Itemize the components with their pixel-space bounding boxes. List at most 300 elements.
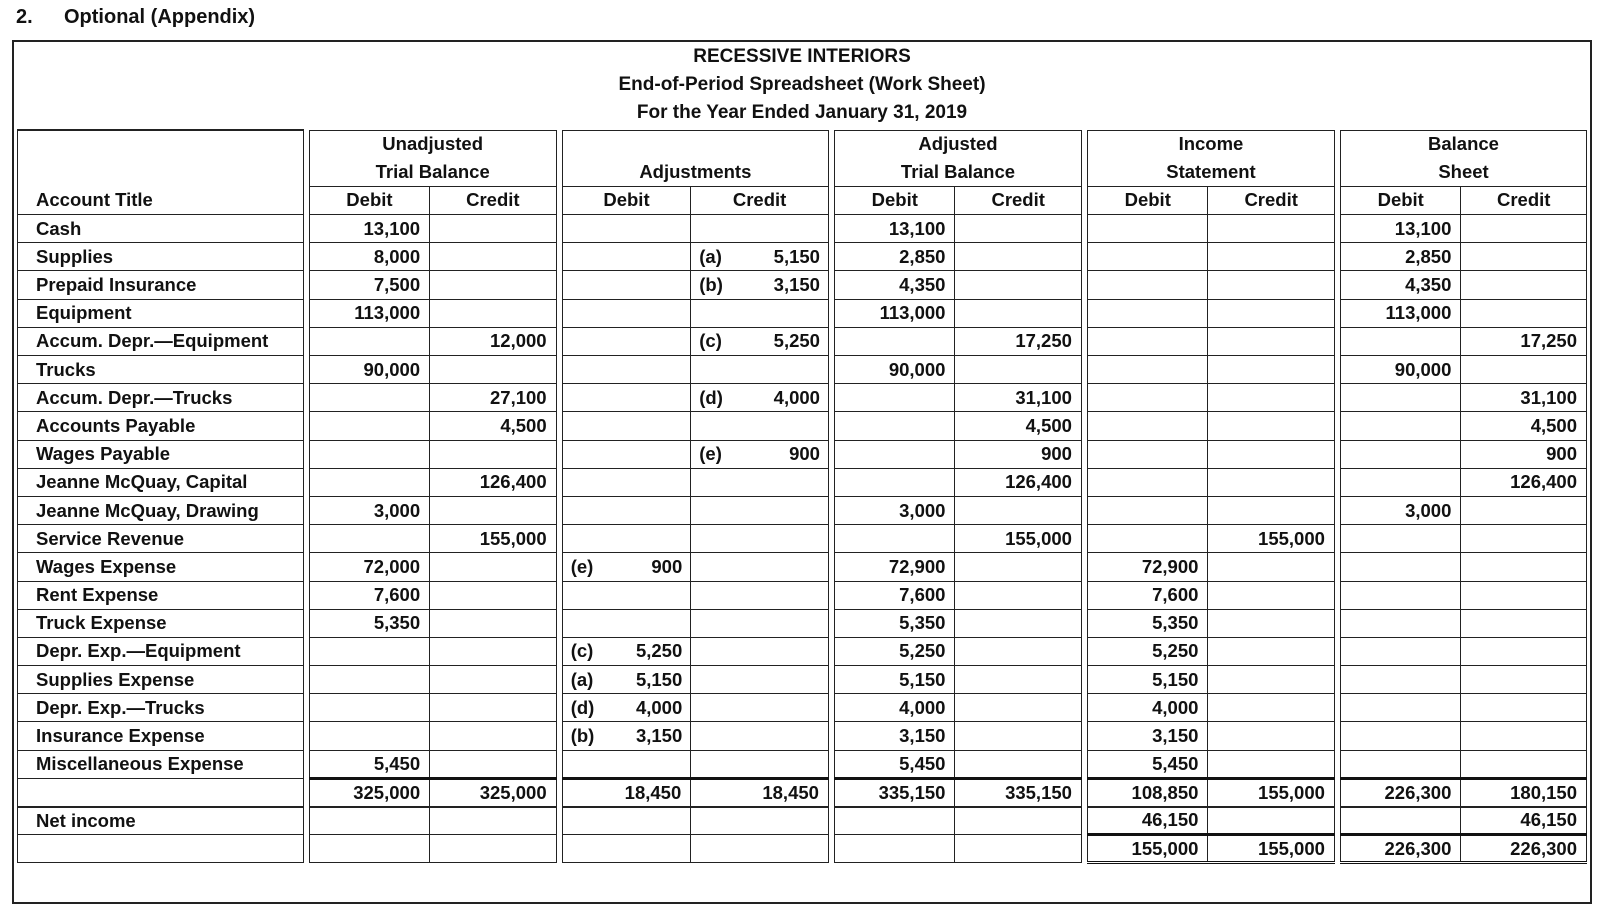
account-title: Accounts Payable [18,412,304,440]
worksheet [12,40,1592,904]
atb-debit [835,440,955,468]
empty-cell [835,807,955,835]
table-row [18,496,1587,524]
atb-debit: 5,150 [835,666,955,694]
account-title: Depr. Exp.—Trucks [18,694,304,722]
col-income-1: Income [1088,130,1335,158]
adj-credit [691,496,829,524]
total-bs-dr: 226,300 [1341,778,1461,806]
atb-debit: 5,450 [835,750,955,778]
tb-debit: 90,000 [309,356,429,384]
atb-credit [955,694,1082,722]
is-debit: 5,150 [1088,666,1208,694]
is-credit [1208,496,1334,524]
is-debit: 5,350 [1088,609,1208,637]
empty-cell [955,835,1082,863]
bs-credit: 126,400 [1461,468,1587,496]
is-debit [1088,384,1208,412]
tb-debit [309,468,429,496]
header-row-1 [18,130,1587,158]
adj-debit [562,440,691,468]
col-debit: Debit [562,186,691,214]
adj-debit [562,356,691,384]
col-income-2: Statement [1088,158,1335,186]
tb-debit: 113,000 [309,299,429,327]
empty-cell [309,807,429,835]
adj-debit [562,299,691,327]
adjustment-amount: 5,150 [773,245,820,267]
is-credit [1208,327,1334,355]
adj-debit [562,468,691,496]
adjustment-key: (e) [699,443,722,465]
section-number: 2. [16,6,33,28]
table-row [18,243,1587,271]
tb-credit [430,637,557,665]
tb-credit [430,356,557,384]
adjustment-key: (d) [699,386,723,408]
tb-credit: 4,500 [430,412,557,440]
tb-debit [309,666,429,694]
is-debit [1088,468,1208,496]
tb-credit [430,694,557,722]
atb-credit: 126,400 [955,468,1082,496]
bs-credit: 31,100 [1461,384,1587,412]
col-credit: Credit [1461,186,1587,214]
col-credit: Credit [955,186,1082,214]
table-row [18,722,1587,750]
is-credit [1208,440,1334,468]
adjustment-amount: 900 [789,443,820,465]
bs-debit [1341,609,1461,637]
table-row [18,356,1587,384]
tb-credit [430,440,557,468]
tb-credit [430,722,557,750]
adj-debit [562,553,691,581]
atb-credit [955,243,1082,271]
adj-credit [691,666,829,694]
adj-credit [691,412,829,440]
adj-credit [691,440,829,468]
atb-credit [955,722,1082,750]
table-row [18,525,1587,553]
final-bs-debit: 226,300 [1341,835,1461,863]
tb-debit: 3,000 [309,496,429,524]
account-title: Service Revenue [18,525,304,553]
tb-debit: 8,000 [309,243,429,271]
final-totals-row [18,835,1587,863]
tb-debit: 7,500 [309,271,429,299]
total-is-cr: 155,000 [1208,778,1334,806]
tb-debit: 7,600 [309,581,429,609]
atb-debit: 4,000 [835,694,955,722]
col-adjustments: Adjustments [562,158,828,186]
bs-debit [1341,525,1461,553]
atb-credit [955,750,1082,778]
adj-debit [562,412,691,440]
bs-credit [1461,496,1587,524]
atb-credit [955,637,1082,665]
total-tb-dr: 325,000 [309,778,429,806]
total-adj-cr: 18,450 [691,778,829,806]
atb-credit [955,666,1082,694]
worksheet-table [17,129,1587,864]
bs-debit [1341,553,1461,581]
is-debit: 5,450 [1088,750,1208,778]
is-credit [1208,243,1334,271]
adj-credit [691,271,829,299]
is-debit [1088,215,1208,243]
adj-credit [691,243,829,271]
adjustment-key: (b) [699,274,723,296]
tb-debit [309,694,429,722]
account-title: Miscellaneous Expense [18,750,304,778]
tb-debit [309,722,429,750]
adjustment-amount: 4,000 [635,696,683,718]
col-debit: Debit [835,186,955,214]
adj-credit [691,215,829,243]
tb-credit [430,215,557,243]
adj-credit [691,327,829,355]
bs-credit: 900 [1461,440,1587,468]
tb-debit [309,525,429,553]
atb-debit: 2,850 [835,243,955,271]
tb-credit [430,581,557,609]
bs-debit [1341,722,1461,750]
adjustment-amount: 4,000 [773,386,820,408]
atb-credit: 155,000 [955,525,1082,553]
atb-debit [835,384,955,412]
is-credit [1208,468,1334,496]
adjustment-amount: 5,250 [635,640,683,662]
total-atb-dr: 335,150 [835,778,955,806]
bs-debit: 4,350 [1341,271,1461,299]
tb-debit: 72,000 [309,553,429,581]
final-is-credit: 155,000 [1208,835,1334,863]
empty-cell [1341,807,1461,835]
adj-debit [562,637,691,665]
tb-credit [430,496,557,524]
section-title: Optional (Appendix) [64,6,256,28]
is-debit [1088,412,1208,440]
adjustment-key: (c) [699,330,722,352]
header-row-2 [18,158,1587,186]
table-row [18,468,1587,496]
atb-debit: 13,100 [835,215,955,243]
is-credit [1208,299,1334,327]
col-credit: Credit [691,186,829,214]
atb-debit [835,412,955,440]
adj-credit [691,581,829,609]
total-atb-cr: 335,150 [955,778,1082,806]
tb-debit: 13,100 [309,215,429,243]
account-title: Wages Payable [18,440,304,468]
account-title: Jeanne McQuay, Drawing [18,496,304,524]
atb-credit [955,271,1082,299]
tb-credit [430,609,557,637]
bs-credit [1461,609,1587,637]
account-title: Trucks [18,356,304,384]
account-title: Depr. Exp.—Equipment [18,637,304,665]
is-debit: 3,150 [1088,722,1208,750]
col-debit: Debit [309,186,429,214]
is-credit [1208,750,1334,778]
net-income-is-debit: 46,150 [1088,807,1208,835]
bs-credit: 17,250 [1461,327,1587,355]
atb-debit: 5,250 [835,637,955,665]
section-heading [16,6,255,29]
tb-credit [430,553,557,581]
tb-credit [430,271,557,299]
adj-debit [562,243,691,271]
adjustment-amount: 900 [651,555,683,577]
bs-debit [1341,327,1461,355]
bs-debit [1341,750,1461,778]
adjustment-key: (d) [570,696,595,718]
adj-debit [562,384,691,412]
bs-credit [1461,271,1587,299]
tb-credit [430,243,557,271]
adjustment-key: (a) [699,245,722,267]
atb-credit: 4,500 [955,412,1082,440]
table-row [18,750,1587,778]
table-row [18,215,1587,243]
totals-row [18,778,1587,806]
atb-credit [955,496,1082,524]
is-credit [1208,581,1334,609]
is-debit [1088,525,1208,553]
account-title: Wages Expense [18,553,304,581]
atb-debit: 5,350 [835,609,955,637]
is-debit [1088,496,1208,524]
bs-credit [1461,525,1587,553]
adj-credit [691,637,829,665]
total-bs-cr: 180,150 [1461,778,1587,806]
is-credit: 155,000 [1208,525,1334,553]
adj-credit [691,356,829,384]
bs-debit: 90,000 [1341,356,1461,384]
atb-debit [835,525,955,553]
atb-debit: 72,900 [835,553,955,581]
atb-debit [835,327,955,355]
account-title: Prepaid Insurance [18,271,304,299]
net-income-row [18,807,1587,835]
col-balance-2: Sheet [1341,158,1587,186]
col-credit: Credit [430,186,557,214]
is-debit [1088,299,1208,327]
account-title: Accum. Depr.—Equipment [18,327,304,355]
empty-cell [1208,807,1334,835]
empty-cell [309,835,429,863]
col-balance-1: Balance [1341,130,1587,158]
is-credit [1208,609,1334,637]
adjustment-amount: 5,250 [773,330,820,352]
col-adjusted-2: Trial Balance [835,158,1082,186]
atb-debit [835,468,955,496]
table-row [18,412,1587,440]
adjustment-key: (e) [570,555,594,577]
adj-credit [691,468,829,496]
adjustment-key: (c) [570,640,594,662]
table-row [18,384,1587,412]
is-debit [1088,271,1208,299]
bs-credit [1461,666,1587,694]
bs-debit [1341,581,1461,609]
adjustment-key: (b) [570,725,595,747]
total-is-dr: 108,850 [1088,778,1208,806]
adj-debit [562,609,691,637]
table-row [18,299,1587,327]
adj-debit [562,525,691,553]
atb-debit: 3,150 [835,722,955,750]
table-row [18,694,1587,722]
is-credit [1208,356,1334,384]
is-credit [1208,553,1334,581]
account-title: Rent Expense [18,581,304,609]
tb-debit: 5,450 [309,750,429,778]
atb-credit [955,581,1082,609]
adj-debit [562,327,691,355]
account-title: Accum. Depr.—Trucks [18,384,304,412]
tb-credit [430,299,557,327]
account-title: Supplies Expense [18,666,304,694]
tb-debit [309,384,429,412]
tb-debit [309,327,429,355]
atb-debit: 113,000 [835,299,955,327]
adj-credit [691,525,829,553]
bs-credit [1461,581,1587,609]
empty-cell [430,835,557,863]
is-debit: 4,000 [1088,694,1208,722]
atb-credit [955,553,1082,581]
adj-credit [691,299,829,327]
empty-cell [691,835,829,863]
col-unadjusted-1: Unadjusted [309,130,556,158]
atb-debit: 3,000 [835,496,955,524]
adj-debit [562,581,691,609]
adj-credit [691,750,829,778]
empty-cell [835,835,955,863]
table-row [18,271,1587,299]
final-is-debit: 155,000 [1088,835,1208,863]
adj-debit [562,271,691,299]
net-income-bs-credit: 46,150 [1461,807,1587,835]
bs-credit [1461,637,1587,665]
table-row [18,637,1587,665]
adj-debit [562,215,691,243]
empty-cell [562,807,691,835]
col-unadjusted-2: Trial Balance [309,158,556,186]
adj-credit [691,609,829,637]
adj-debit [562,722,691,750]
account-title: Jeanne McQuay, Capital [18,468,304,496]
col-debit: Debit [1088,186,1208,214]
is-debit [1088,356,1208,384]
bs-debit [1341,666,1461,694]
account-title: Insurance Expense [18,722,304,750]
is-debit [1088,327,1208,355]
table-row [18,666,1587,694]
total-tb-cr: 325,000 [430,778,557,806]
is-credit [1208,271,1334,299]
adj-debit [562,750,691,778]
adjustment-amount: 3,150 [773,274,820,296]
company-name: RECESSIVE INTERIORS [693,46,911,67]
bs-debit: 13,100 [1341,215,1461,243]
table-row [18,553,1587,581]
bs-credit: 4,500 [1461,412,1587,440]
bs-credit [1461,299,1587,327]
col-account-title: Account Title [18,186,304,214]
bs-debit [1341,384,1461,412]
table-row [18,609,1587,637]
atb-credit [955,299,1082,327]
report-title: End-of-Period Spreadsheet (Work Sheet) [618,74,986,95]
bs-credit [1461,243,1587,271]
total-adj-dr: 18,450 [562,778,691,806]
account-title: Cash [18,215,304,243]
atb-credit [955,356,1082,384]
bs-debit [1341,440,1461,468]
atb-credit: 900 [955,440,1082,468]
tb-debit [309,637,429,665]
adj-debit [562,694,691,722]
col-debit: Debit [1341,186,1461,214]
tb-debit [309,440,429,468]
bs-debit [1341,468,1461,496]
is-credit [1208,215,1334,243]
tb-debit [309,412,429,440]
bs-credit [1461,215,1587,243]
bs-debit [1341,637,1461,665]
is-credit [1208,384,1334,412]
is-credit [1208,412,1334,440]
is-debit: 7,600 [1088,581,1208,609]
tb-credit: 27,100 [430,384,557,412]
report-period: For the Year Ended January 31, 2019 [636,102,968,123]
empty-cell [430,807,557,835]
bs-debit: 3,000 [1341,496,1461,524]
atb-debit: 4,350 [835,271,955,299]
tb-credit: 155,000 [430,525,557,553]
table-row [18,327,1587,355]
atb-credit [955,609,1082,637]
table-row [18,440,1587,468]
adj-credit [691,553,829,581]
final-bs-credit: 226,300 [1461,835,1587,863]
atb-debit: 7,600 [835,581,955,609]
adjustment-amount: 3,150 [635,725,683,747]
col-adjusted-1: Adjusted [835,130,1082,158]
header-row-3 [18,186,1587,214]
col-credit: Credit [1208,186,1334,214]
is-credit [1208,666,1334,694]
bs-credit [1461,694,1587,722]
is-debit [1088,243,1208,271]
empty-cell [691,807,829,835]
atb-credit [955,215,1082,243]
tb-credit [430,666,557,694]
account-title: Truck Expense [18,609,304,637]
is-debit: 5,250 [1088,637,1208,665]
adjustment-amount: 5,150 [635,668,683,690]
is-credit [1208,694,1334,722]
tb-credit: 126,400 [430,468,557,496]
tb-credit: 12,000 [430,327,557,355]
adj-debit [562,666,691,694]
bs-debit [1341,412,1461,440]
account-title: Supplies [18,243,304,271]
bs-debit: 2,850 [1341,243,1461,271]
